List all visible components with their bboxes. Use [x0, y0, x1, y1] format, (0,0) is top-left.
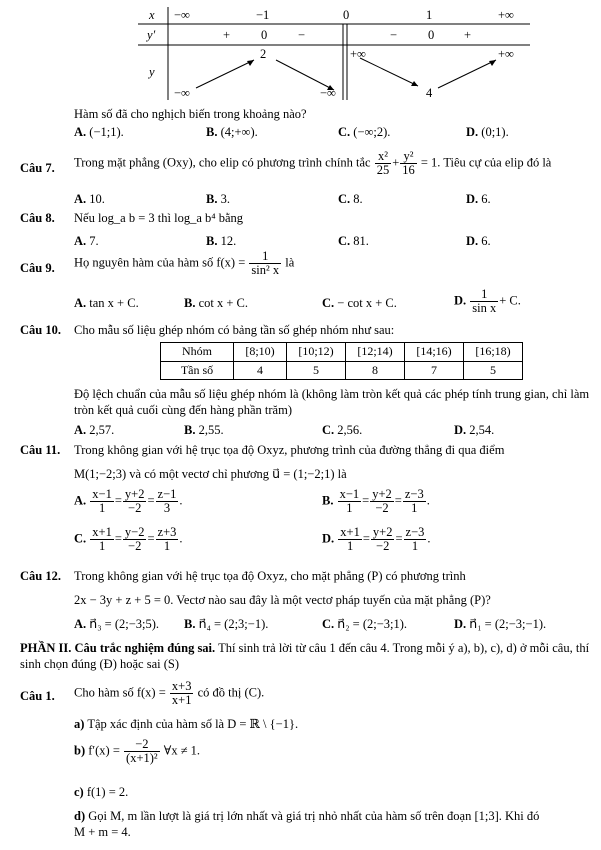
question-number: Câu 8. — [20, 211, 55, 225]
table-header: [12;14) — [346, 343, 405, 362]
table-header: [14;16) — [405, 343, 464, 362]
question-9 — [20, 250, 593, 320]
vt-y-value: 4 — [426, 86, 433, 100]
frequency-table — [160, 342, 523, 380]
statement-c[interactable]: c) f(1) = 2. — [74, 785, 129, 799]
option-a[interactable]: A. 7. — [74, 234, 99, 248]
option-a[interactable]: A. $\frac{x-1}{1}$ = $\frac{y+2}{-2}$ = $\frac{z-1}{3}$ . — [74, 487, 183, 516]
part-2-instructions: Thí sinh trả lời từ câu 1 đến câu 4. Trong mỗi ý a), b), c), d) ở mỗi câu, thí sinh chọn đúng (Đ) hoặc sai (S) — [20, 641, 590, 672]
option-d[interactable]: D. $\frac{1}{\text{sin x}}$ + C. — [454, 287, 521, 316]
table-cell: 8 — [346, 361, 405, 380]
table-header: Nhóm — [161, 343, 234, 362]
part-2-heading — [20, 640, 593, 673]
table-cell: 5 — [464, 361, 523, 380]
vt-y-value: +∞ — [498, 47, 514, 61]
vt-yp-sign: − — [390, 28, 398, 42]
question-number: Câu 12. — [20, 569, 61, 583]
question-text: Nếu log_a b = 3 thì log_a b⁴ bằng — [74, 211, 244, 225]
fraction: $\frac{\text{x²}}{25}$ — [376, 149, 390, 178]
question-text: Cho mẫu số liệu ghép nhóm có bảng tần số ghép nhóm như sau: — [74, 323, 395, 337]
option-c[interactable]: C. 81. — [338, 234, 369, 248]
table-header: [16;18) — [464, 343, 523, 362]
fraction: $\frac{x+3}{x+1}$ — [171, 679, 192, 708]
table-cell: 7 — [405, 361, 464, 380]
vt-yp-sign: − — [298, 28, 306, 42]
table-header: [10;12) — [287, 343, 346, 362]
question-text: Họ nguyên hàm của hàm số f(x) = — [74, 255, 246, 270]
option-c[interactable]: C. − cot x + C. — [322, 296, 397, 310]
question-text: Cho hàm số f(x) = — [74, 685, 166, 700]
option-b[interactable]: B. 3. — [206, 192, 230, 206]
option-b[interactable]: B. 12. — [206, 234, 237, 248]
q10-options — [74, 422, 574, 438]
table-cell: 5 — [287, 361, 346, 380]
option-a[interactable]: A. n⃗₃ = (2;−3;5). — [74, 617, 160, 631]
vt-yp-label: y′ — [147, 28, 156, 42]
option-d[interactable]: D. 6. — [466, 234, 491, 248]
question-number: Câu 10. — [20, 323, 61, 337]
vt-y-value: −∞ — [320, 86, 336, 100]
option-a[interactable]: A. (−1;1). — [74, 125, 124, 139]
vt-x-value: −1 — [256, 8, 270, 22]
question-10 — [20, 322, 593, 442]
q6-options — [74, 124, 584, 140]
vt-x-value: 1 — [426, 8, 433, 22]
option-d[interactable]: D. $\frac{x+1}{1}$ = $\frac{y+2}{-2}$ = $\frac{z-3}{1}$ . — [322, 525, 431, 554]
question-text: Trong không gian với hệ trục tọa độ Oxyz, phương trình của đường thẳng đi qua điểm — [74, 443, 505, 457]
option-d[interactable]: D. (0;1). — [466, 125, 509, 139]
question-text-end: có đồ thị (C). — [197, 685, 265, 700]
question-text: Trong mặt phẳng (Oxy), cho elip có phương trình chính tắc — [74, 155, 371, 170]
option-c[interactable]: C. n⃗₂ = (2;−3;1). — [322, 617, 408, 631]
table-header: [8;10) — [234, 343, 287, 362]
q7-options — [74, 191, 574, 207]
q6-prompt: Hàm số đã cho nghịch biến trong khoảng nào? — [74, 107, 307, 121]
variation-table — [138, 4, 530, 100]
question-text: Trong không gian với hệ trục tọa độ Oxyz, cho mặt phẳng (P) có phương trình — [74, 569, 466, 583]
vt-yp-sign: 0 — [428, 28, 435, 42]
option-a[interactable]: A. 10. — [74, 192, 105, 206]
question-number: Câu 7. — [20, 161, 55, 175]
option-c[interactable]: C. (−∞;2). — [338, 125, 391, 139]
part-2-question-1 — [20, 680, 593, 848]
statement-a[interactable]: a) Tập xác định của hàm số là D = ℝ \ {−1}. — [74, 717, 299, 731]
question-text-end: = 1. Tiêu cự của elip đó là — [420, 155, 552, 170]
vt-x-value: +∞ — [498, 8, 514, 22]
question-7: Câu 7. Trong mặt phẳng (Oxy), cho elip có phương trình chính tắc $\frac{\text{x²}}{25}$ + $\frac{\text{y²}}{16}$ = 1. Tiêu cự của elip đó là A. 10. B. 3. C. 8. D. 6. — [20, 150, 593, 210]
option-c[interactable]: C. 8. — [338, 192, 363, 206]
table-cell: Tần số — [161, 361, 234, 380]
table-row — [161, 361, 523, 380]
question-number: Câu 1. — [20, 689, 55, 703]
option-d[interactable]: D. n⃗₁ = (2;−3;−1). — [454, 617, 547, 631]
fraction: $\frac{1}{\text{sin x}}$ — [472, 287, 497, 316]
table-cell: 4 — [234, 361, 287, 380]
question-number: Câu 9. — [20, 261, 55, 275]
option-b[interactable]: B. $\frac{x-1}{1}$ = $\frac{y+2}{-2}$ = $\frac{z-3}{1}$ . — [322, 487, 430, 516]
fraction: $\frac{-2}{\text{(x+1)²}}$ — [126, 737, 158, 766]
fraction: $\frac{1}{\text{sin² x}}$ — [251, 249, 280, 278]
q8-options — [74, 233, 574, 249]
statement-b[interactable]: b) f′(x) = $\frac{-2}{\text{(x+1)²}}$ ∀x ≠ 1. — [74, 737, 201, 766]
vt-yp-sign: + — [464, 28, 472, 42]
vt-yp-sign: + — [223, 28, 231, 42]
option-b[interactable]: B. (4;+∞). — [206, 125, 258, 139]
option-b[interactable]: B. cot x + C. — [184, 296, 249, 310]
question-text-2: 2x − 3y + z + 5 = 0. Vectơ nào sau đây là một vectơ pháp tuyến của mặt phẳng (P)? — [74, 593, 491, 607]
table-row — [161, 343, 523, 362]
statement-d[interactable]: d) Gọi M, m lần lượt là giá trị lớn nhất và giá trị nhỏ nhất của hàm số trên đoạn [1;3]. Khi đó M + m = 4. — [74, 809, 540, 840]
option-c[interactable]: C. $\frac{x+1}{1}$ = $\frac{y-2}{-2}$ = $\frac{z+3}{1}$ . — [74, 525, 183, 554]
q12-options — [74, 616, 594, 632]
fraction: $\frac{\text{y²}}{16}$ — [402, 149, 415, 178]
vt-y-value: +∞ — [350, 47, 366, 61]
option-d[interactable]: D. 6. — [466, 192, 491, 206]
vt-y-value: −∞ — [174, 86, 190, 100]
question-text-2: M(1;−2;3) và có một vectơ chỉ phương u⃗ = (1;−2;1) là — [74, 467, 347, 481]
question-text-2: Độ lệch chuẩn của mẫu số liệu ghép nhóm là (không làm tròn kết quả các phép tính trung gian, chỉ làm tròn kết quả cuối cùng đến hàng phần trăm) — [74, 387, 590, 418]
vt-y-label: y — [149, 65, 155, 79]
vt-y-value: 2 — [260, 47, 267, 61]
option-b[interactable]: B. 2,55. — [184, 423, 224, 437]
option-a[interactable]: A. 2,57. — [74, 423, 115, 437]
option-d[interactable]: D. 2,54. — [454, 423, 495, 437]
question-11 — [20, 442, 593, 566]
part-2-title: PHẦN II. Câu trắc nghiệm đúng sai. — [20, 641, 216, 655]
q11-options — [74, 488, 574, 566]
vt-yp-sign: 0 — [261, 28, 268, 42]
question-text-end: là — [285, 255, 295, 270]
question-number: Câu 11. — [20, 443, 61, 457]
option-c[interactable]: C. 2,56. — [322, 423, 363, 437]
q9-options — [74, 288, 574, 318]
vt-x-value: −∞ — [174, 8, 190, 22]
question-8 — [20, 210, 593, 250]
question-12 — [20, 568, 593, 636]
option-a[interactable]: A. tan x + C. — [74, 296, 139, 310]
vt-x-value: 0 — [343, 8, 350, 22]
vt-x-label: x — [149, 8, 155, 22]
option-b[interactable]: B. n⃗₄ = (2;3;−1). — [184, 617, 269, 631]
